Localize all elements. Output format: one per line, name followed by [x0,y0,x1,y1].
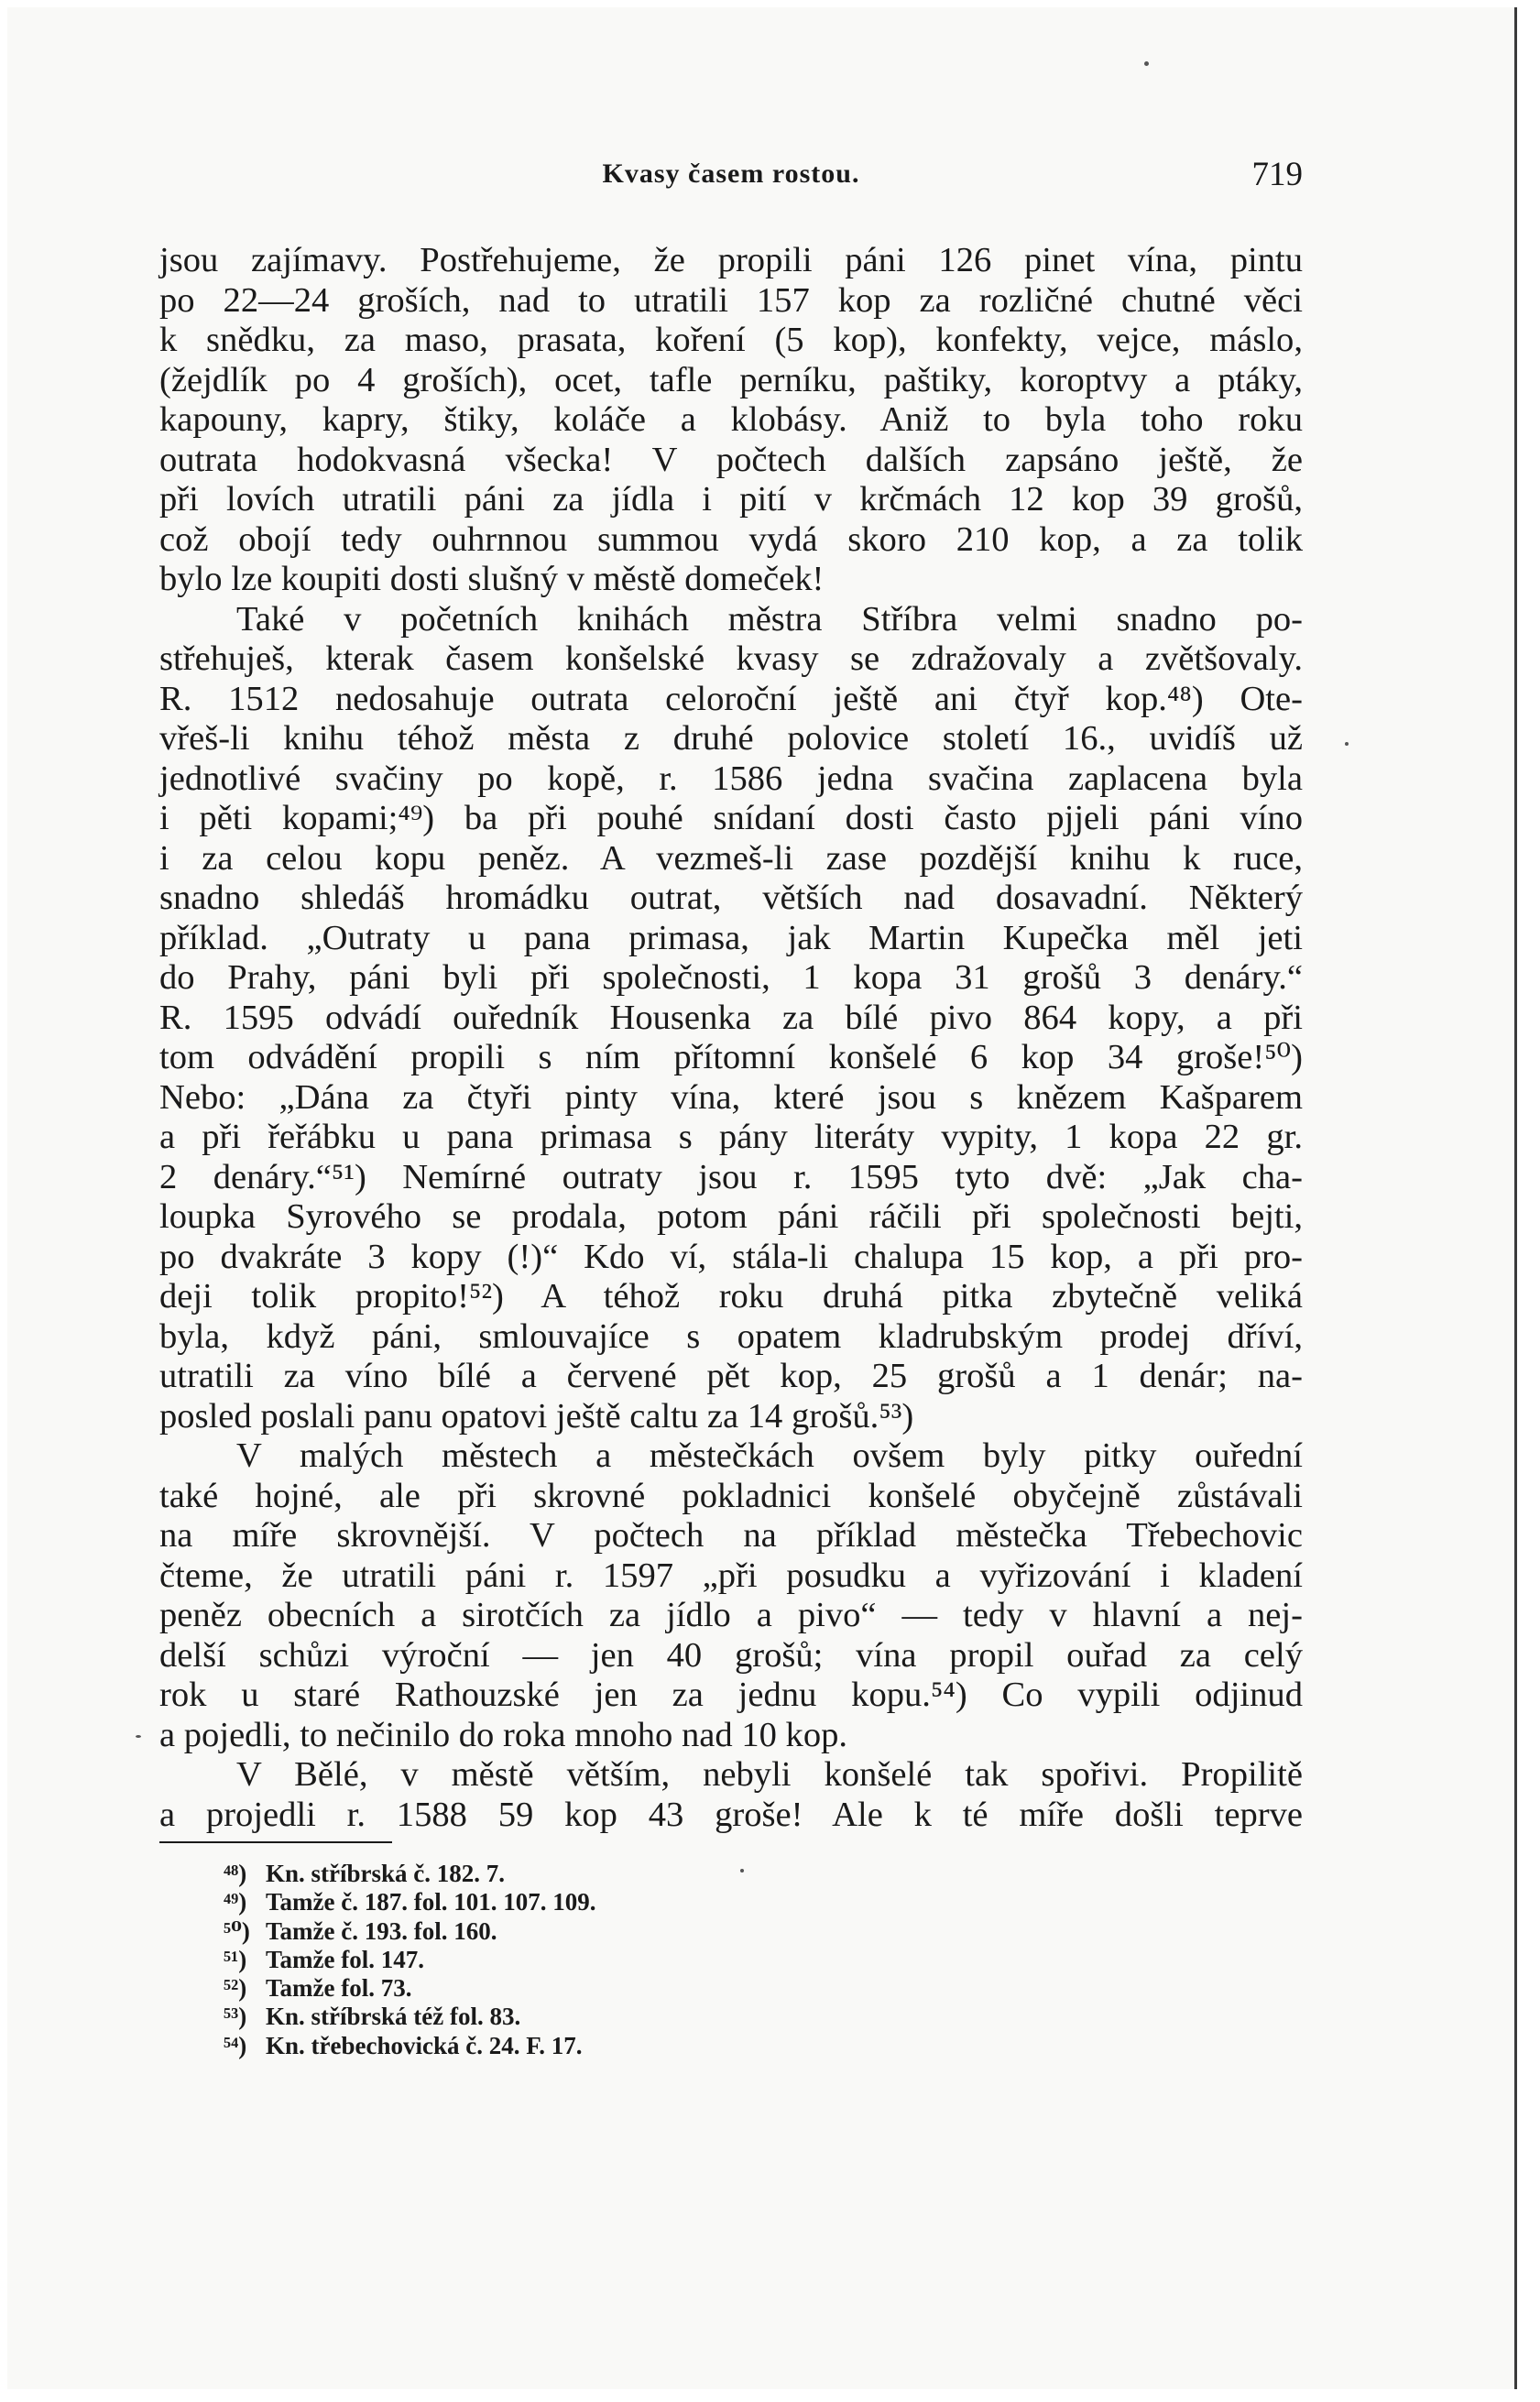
text-line: vřeš-li knihu téhož města z druhé polovice století 16., uvidíš už [159,719,1303,758]
footnote-mark: ⁵²) [224,1974,247,2003]
footnote [224,1917,1048,1946]
text-line: i pěti kopami;⁴⁹) ba při pouhé snídaní dosti často pjjeli páni víno [159,799,1303,837]
footnote-mark: ⁵⁴) [224,2031,247,2059]
paragraph-start: Také v početních knihách městra Stříbra velmi snadno po- [236,599,1303,639]
text-line: R. 1512 nedosahuje outrata celoroční ještě ani čtyř kop.⁴⁸) Ote- [159,679,1303,718]
scan-speck [1144,61,1149,66]
text-line: peněz obecních a sirotčích za jídlo a pivo“ — tedy v hlavní a nej- [159,1596,1303,1634]
text-line: outrata hodokvasná všecka! V počtech dalších zapsáno ještě, že [159,440,1303,479]
footnote [224,2003,1048,2031]
footnote-text: Tamže č. 187. fol. 101. 107. 109. [266,1888,596,1916]
footnote [224,1974,1048,2003]
text-line: snadno shledáš hromádku outrat, větších nad dosavadní. Některý [159,879,1303,917]
text-line: rok u staré Rathouzské jen za jednu kopu.⁵⁴) Co vypili odjinud [159,1676,1303,1714]
text-line: Nebo: „Dána za čtyři pinty vína, které jsou s knězem Kašparem [159,1077,1303,1117]
paragraph-start: V Bělé, v městě větším, nebyli konšelé tak spořivi. Propilitě [236,1755,1303,1794]
text-line: po dvakráte 3 kopy (!)“ Kdo ví, stála-li chalupa 15 kop, a při pro- [159,1237,1303,1276]
text-line: bylo lze koupiti dosti slušný v městě domeček! [159,560,825,598]
footnote-mark: ⁵⁰) [224,1916,250,1945]
text-line: což obojí tedy ouhrnnou summou vydá skoro 210 kop, a za tolik [159,519,1303,559]
footnote-text: Kn. třebechovická č. 24. F. 17. [266,2031,583,2059]
text-line: jednotlivé svačiny po kopě, r. 1586 jedna svačina zaplacena byla [159,759,1303,798]
text-line: při lovích utratili páni za jídla i pití v krčmách 12 kop 39 grošů, [159,480,1303,519]
footnote [224,1860,1048,1888]
text-line: střehuješ, kterak časem konšelské kvasy se zdražovaly a zvětšovaly. [159,639,1303,678]
text-line: jsou zajímavy. Postřehujeme, že propili páni 126 pinet vína, pintu [159,241,1303,279]
text-line: posled poslali panu opatovi ještě caltu za 14 grošů.⁵³) [159,1396,914,1436]
text-line: R. 1595 odvádí ouředník Housenka za bílé pivo 864 kopy, a při [159,998,1303,1037]
text-line: 2 denáry.“⁵¹) Nemírné outraty jsou r. 1595 tyto dvě: „Jak cha- [159,1157,1303,1196]
page-number: 719 [1251,156,1303,193]
text-line: (žejdlík po 4 groších), ocet, tafle perníku, paštiky, koroptvy a ptáky, [159,360,1303,399]
scan-speck [740,1869,744,1872]
footnote-mark: ⁵¹) [224,1945,247,1973]
text-line: na míře skrovnější. V počtech na příklad městečka Třebechovic [159,1516,1303,1555]
text-line: byla, když páni, smlouvajíce s opatem kladrubským prodej dříví, [159,1316,1303,1356]
footnote-text: Kn. stříbrská č. 182. 7. [266,1860,506,1887]
text-line: i za celou kopu peněz. A vezmeš-li zase pozdější knihu k ruce, [159,838,1303,878]
text-line: delší schůzi výroční — jen 40 grošů; vína propil ouřad za celý [159,1635,1303,1675]
footnote-mark: ⁵³) [224,2003,247,2031]
text-line: a projedli r. 1588 59 kop 43 groše! Ale k té míře došli teprve [159,1795,1303,1834]
text-line: kapouny, kapry, štiky, koláče a klobásy. Aniž to byla toho roku [159,400,1303,439]
footnote-divider [159,1841,392,1843]
footnote-text: Tamže fol. 147. [266,1945,424,1973]
footnote-text: Kn. stříbrská též fol. 83. [266,2003,521,2031]
text-line: a při řeřábku u pana primasa s pány literáty vypity, 1 kopa 22 gr. [159,1118,1303,1156]
running-title: Kvasy časem rostou. [602,158,860,189]
text-line: čteme, že utratili páni r. 1597 „při posudku a vyřizování i kladení [159,1556,1303,1595]
footnote-text: Tamže č. 193. fol. 160. [266,1916,497,1945]
footnote-text: Tamže fol. 73. [266,1974,412,2003]
footnote [224,1946,1048,1974]
footnotes [224,1860,1048,2060]
text-line: příklad. „Outraty u pana primasa, jak Martin Kupečka měl jeti [159,918,1303,957]
body-text [159,241,1303,1835]
footnote-mark: ⁴⁸) [224,1860,247,1887]
footnote [224,1888,1048,1916]
footnote [224,2032,1048,2060]
text-line: deji tolik propito!⁵²) A téhož roku druhá pitka zbytečně veliká [159,1277,1303,1316]
text-line: k snědku, za maso, prasata, koření (5 kop), konfekty, vejce, máslo, [159,321,1303,359]
text-line: také hojné, ale při skrovné pokladnici konšelé obyčejně zůstávali [159,1476,1303,1515]
paragraph-start: V malých městech a městečkách ovšem byly pitky ouřední [236,1436,1303,1475]
text-line: tom odvádění propili s ním přítomní konšelé 6 kop 34 groše!⁵⁰) [159,1038,1303,1076]
text-line: utratili za víno bílé a červené pět kop, 25 grošů a 1 denár; na- [159,1357,1303,1395]
text-line: a pojedli, to nečinilo do roka mnoho nad 10 kop. [159,1715,848,1754]
scan-speck [136,1735,141,1738]
page-header [159,151,1303,197]
text-line: do Prahy, páni byli při společnosti, 1 kopa 31 grošů 3 denáry.“ [159,958,1303,997]
text-line: loupka Syrového se prodala, potom páni ráčili při společnosti bejti, [159,1197,1303,1236]
text-line: po 22—24 groších, nad to utratili 157 kop za rozličné chutné věci [159,280,1303,320]
footnote-mark: ⁴⁹) [224,1888,247,1916]
scan-speck [1345,742,1349,746]
